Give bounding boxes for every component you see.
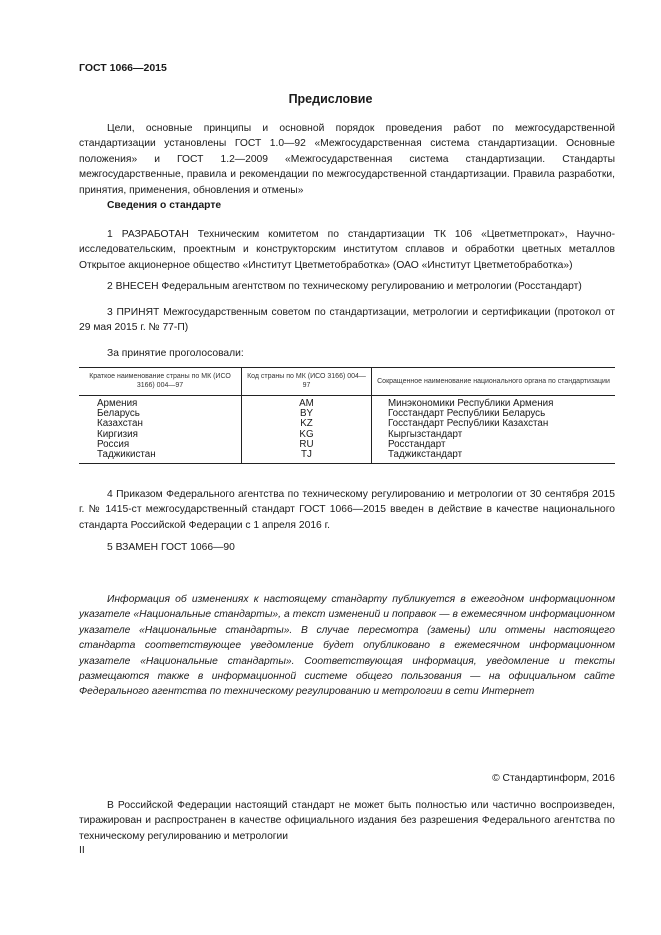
item-4-paragraph: 4 Приказом Федерального агентства по техническому регулированию и метрологии от 30 сентября 2015 г. № 1415-ст межгосударственный стандарт ГОСТ 1066—2015 введен в действие в качестве национального стандарта Российской Федерации с 1 апреля 2016 г. <box>79 489 615 531</box>
country-cell: Россия <box>97 438 130 450</box>
item-1-paragraph: 1 РАЗРАБОТАН Техническим комитетом по стандартизации ТК 106 «Цветметпрокат», Научно-исследовательским, проектным и конструкторским институтом сплавов и обработки цветных металлов Открытое акционерное общество «Институт Цветметобработка» (ОАО «Институт Цветметобработка») <box>79 229 615 271</box>
code-cell: TJ <box>242 450 372 464</box>
item-3-paragraph: 3 ПРИНЯТ Межгосударственным советом по стандартизации, метрологии и сертификации (протокол от 29 мая 2015 г. № 77-П) <box>79 307 615 334</box>
body-cell: Росстандарт <box>388 438 446 450</box>
section-heading: Сведения о стандарте <box>107 200 222 211</box>
body-cell: Минэкономики Республики Армения <box>388 398 554 409</box>
table-row <box>79 419 615 429</box>
page-title: Предисловие <box>288 92 373 106</box>
information-notice: Информация об изменениях к настоящему стандарту публикуется в ежегодном информационном указателе «Национальные стандарты», а текст изменений и поправок — в ежемесячном информационном указателе «Национальные стандарты». В случае пересмотра (замены) или отмены настоящего стандарта соответствующее уведомление будет опубликовано в ежемесячном информационном указателе «Национальные стандарты». Соответствующая информация, уведомление и тексты размещаются также в информационной системе общего пользования — на официальном сайте Федерального агентства по техническому регулированию и метрологии в сети Интернет <box>79 594 615 698</box>
table-row <box>79 430 615 440</box>
country-cell: Киргизия <box>97 428 138 440</box>
code-cell: KG <box>242 430 372 440</box>
body-cell: Таджикстандарт <box>372 450 616 464</box>
copyright-line: © Стандартинформ, 2016 <box>492 773 615 784</box>
country-cell: Казахстан <box>97 418 143 430</box>
reproduction-rights-paragraph: В Российской Федерации настоящий стандарт не может быть полностью или частично воспроизведен, тиражирован и распространен в качестве официального издания без разрешения Федерального агентства по техническому регулированию и метрологии <box>79 800 615 842</box>
intro-paragraph: Цели, основные принципы и основной порядок проведения работ по межгосударственной стандартизации установлены ГОСТ 1.0—92 «Межгосударственная система стандартизации. Основные положения» и ГОСТ 1.2—2009 «Межгосударственная система стандартизации. Стандарты межгосударственные, правила и рекомендации по межгосударственной стандартизации. Правила разработки, принятия, применения, обновления и отмены» <box>79 123 615 196</box>
country-cell: Таджикистан <box>97 449 156 461</box>
body-cell: Госстандарт Республики Казахстан <box>388 418 549 430</box>
table-row <box>79 396 615 410</box>
table-header-row <box>79 368 615 396</box>
vote-label: За принятие проголосовали: <box>107 348 244 359</box>
column-header-code: Код страны по МК (ИСО 3166) 004—97 <box>242 368 372 396</box>
table-row <box>79 450 615 464</box>
code-cell: KZ <box>242 419 372 429</box>
item-2-paragraph: 2 ВНЕСЕН Федеральным агентством по техническому регулированию и метрологии (Росстандарт) <box>107 281 582 292</box>
body-cell: Госстандарт Республики Беларусь <box>388 408 546 420</box>
code-cell: AM <box>242 396 372 410</box>
column-header-country: Краткое наименование страны по МК (ИСО 3166) 004—97 <box>79 368 242 396</box>
country-cell: Беларусь <box>97 408 140 420</box>
column-header-body: Сокращенное наименование национального органа по стандартизации <box>372 368 616 396</box>
document-code-header: ГОСТ 1066—2015 <box>79 62 167 74</box>
code-cell: BY <box>242 409 372 419</box>
country-cell: Армения <box>97 398 138 409</box>
item-5-paragraph: 5 ВЗАМЕН ГОСТ 1066—90 <box>107 542 235 553</box>
code-cell: RU <box>242 440 372 450</box>
table-row <box>79 440 615 450</box>
page-number: II <box>79 845 85 856</box>
body-cell: Кыргызстандарт <box>388 428 463 440</box>
voting-table <box>79 367 615 464</box>
